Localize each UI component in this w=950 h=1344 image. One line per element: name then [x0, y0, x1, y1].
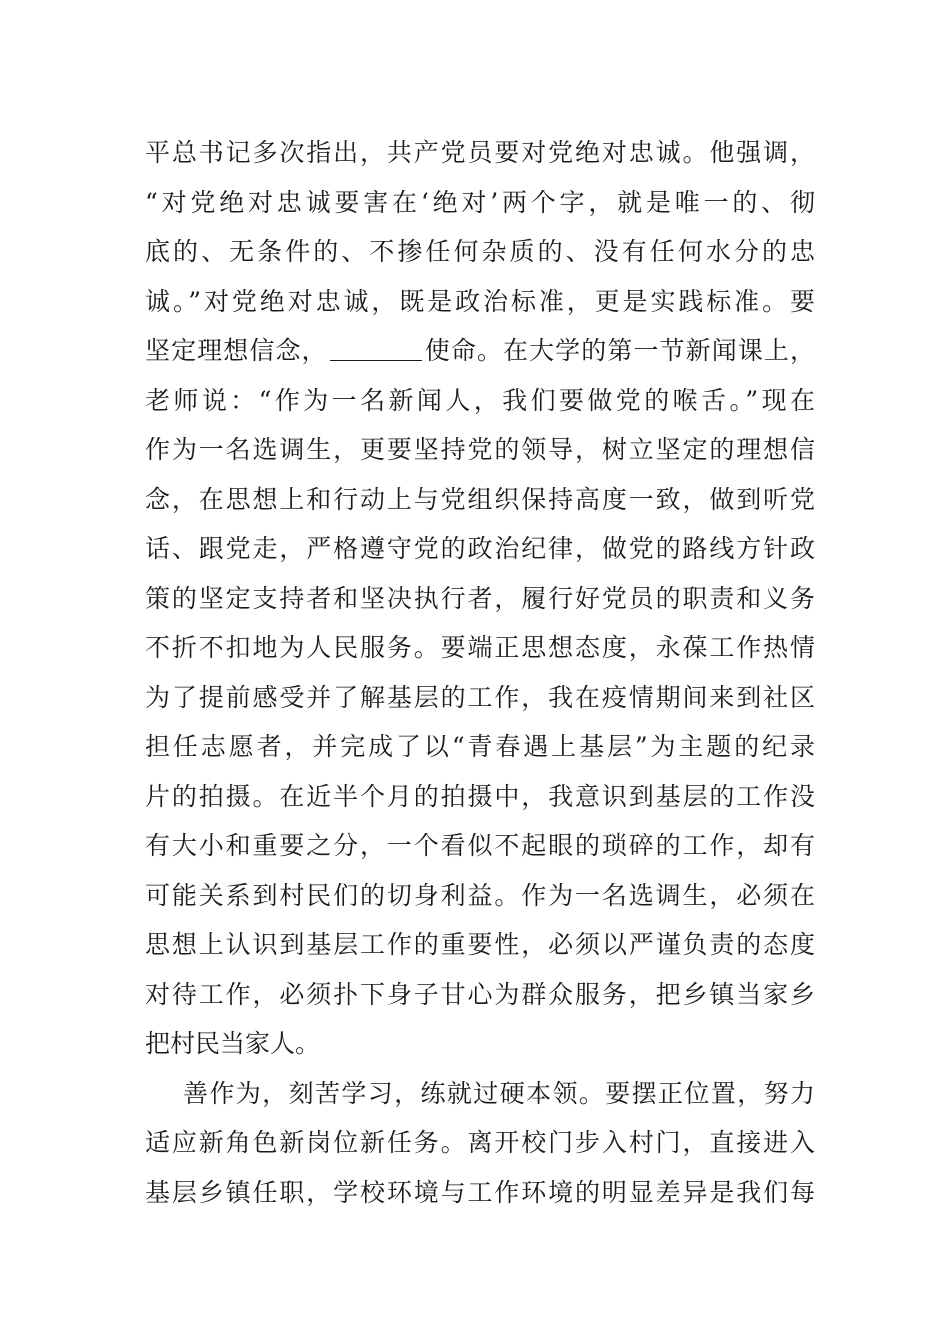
text-line: 担任志愿者，并完成了以“青春遇上基层”为主题的纪录 [145, 732, 815, 761]
text-line: 思想上认识到基层工作的重要性，必须以严谨负责的态度 [145, 930, 815, 959]
text-line: 善作为，刻苦学习，练就过硬本领。要摆正位置，努力 [183, 1078, 815, 1108]
fill-in-blank [330, 336, 422, 361]
text-line: 诚。”对党绝对忠诚，既是政治标准，更是实践标准。要 [145, 286, 815, 316]
text-line: 作为一名选调生，更要坚持党的领导，树立坚定的理想信 [145, 435, 815, 464]
text-line: “对党绝对忠诚要害在‘绝对’两个字，就是唯一的、彻 [145, 187, 815, 217]
text-line: 把村民当家人。 [145, 1029, 321, 1058]
text-line: 有大小和重要之分，一个看似不起眼的琐碎的工作，却有 [145, 831, 815, 860]
text-line: 平总书记多次指出，共产党员要对党绝对忠诚。他强调， [145, 138, 815, 167]
body-text [145, 131, 815, 1220]
text-line: 为了提前感受并了解基层的工作，我在疫情期间来到社区 [145, 682, 815, 712]
text-line: 老师说：“作为一名新闻人，我们要做党的喉舌。”现在 [145, 385, 815, 415]
text-line: 片的拍摄。在近半个月的拍摄中，我意识到基层的工作没 [145, 781, 815, 811]
text-line: 不折不扣地为人民服务。要端正思想态度，永葆工作热情 [145, 633, 815, 662]
text-line: 念，在思想上和行动上与党组织保持高度一致，做到听党 [145, 484, 815, 514]
blank-prefix: 坚定理想信念， [145, 336, 328, 365]
text-line: 适应新角色新岗位新任务。离开校门步入村门，直接进入 [145, 1128, 815, 1157]
text-line: 对待工作，必须扑下身子甘心为群众服务，把乡镇当家乡 [145, 979, 815, 1009]
text-line: 可能关系到村民们的切身利益。作为一名选调生，必须在 [145, 880, 815, 910]
text-line: 策的坚定支持者和坚决执行者，履行好党员的职责和义务 [145, 583, 815, 613]
blank-suffix: 使命。在大学的第一节新闻课上， [423, 336, 815, 365]
text-line-with-blank [145, 329, 815, 379]
text-line: 基层乡镇任职，学校环境与工作环境的明显差异是我们每 [145, 1177, 815, 1207]
text-line: 底的、无条件的、不掺任何杂质的、没有任何水分的忠 [145, 237, 815, 266]
text-line: 话、跟党走，严格遵守党的政治纪律，做党的路线方针政 [145, 534, 815, 563]
